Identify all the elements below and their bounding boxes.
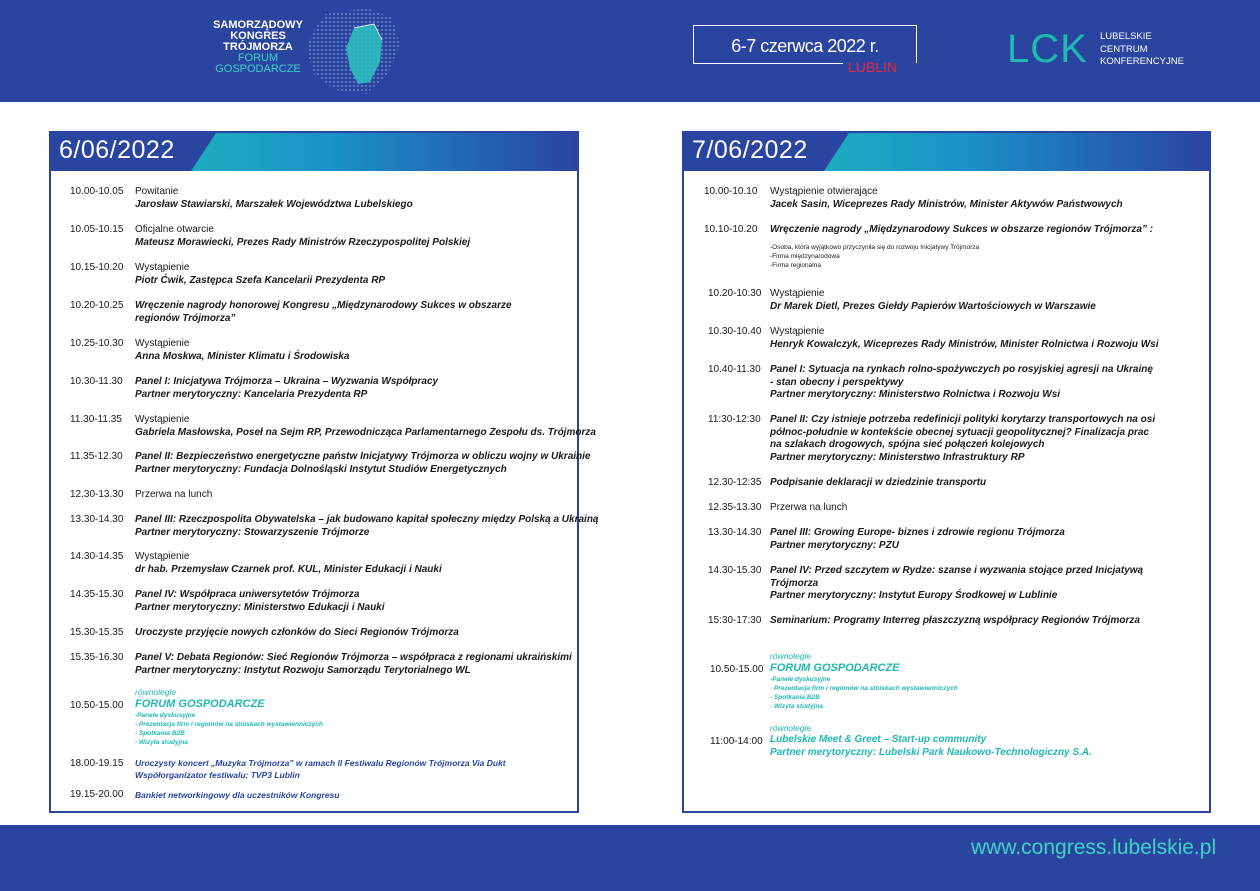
agenda-line: Partner merytoryczny: Kancelaria Prezydenta RP <box>135 388 368 400</box>
agenda-time: 14.30-15.30 <box>708 565 762 576</box>
agenda-line: - stan obecny i perspektywy <box>770 376 904 388</box>
lck-line: CENTRUM <box>1100 43 1148 55</box>
concert-line: Współorganizator festiwalu: TVP3 Lublin <box>135 769 300 780</box>
agenda-time: 10.05-10.15 <box>70 224 124 235</box>
agenda-title: Wystąpienie <box>770 288 825 299</box>
agenda-line: Panel III: Growing Europe- biznes i zdrowie regionu Trójmorza <box>770 527 1065 538</box>
agenda-time: 10.15-10.20 <box>70 262 124 273</box>
logo-line: KONGRES <box>230 30 286 42</box>
agenda-title: Oficjalne otwarcie <box>135 224 214 235</box>
forum-detail: - Spotkania B2B <box>770 693 820 701</box>
agenda-time: 10.30-10.40 <box>708 326 762 337</box>
agenda-line: Wręczenie nagrody „Międzynarodowy Sukces w obszarze regionów Trójmorza” : <box>770 224 1154 235</box>
agenda-line: Trójmorza <box>770 577 819 589</box>
forum-title: FORUM GOSPODARCZE <box>770 662 900 674</box>
agenda-line: Panel IV: Przed szczytem w Rydze: szanse i wyzwania stojące przed Inicjatywą <box>770 565 1144 576</box>
logo-line: FORUM <box>237 52 279 64</box>
agenda-line: północ-południe w kontekście obecnej sytuacji geopolitycznej? Finalizacja prac <box>770 426 1149 438</box>
agenda-speaker: dr hab. Przemysław Czarnek prof. KUL, Minister Edukacji i Nauki <box>135 563 442 575</box>
agenda-line: Panel II: Czy istnieje potrzeba redefinicji polityki korytarzy transportowych na osi <box>770 414 1156 425</box>
agenda-title: Wystąpienie <box>135 338 190 349</box>
agenda-line: Partner merytoryczny: Ministerstwo Edukacji i Nauki <box>135 601 385 613</box>
meet-line: Lubelskie Meet & Greet – Start-up community <box>770 734 987 745</box>
agenda-line: Panel I: Sytuacja na rynkach rolno-spożywczych po rosyjskiej agresji na Ukrainę <box>770 364 1153 375</box>
agenda-line: Partner merytoryczny: PZU <box>770 539 899 551</box>
agenda-time: 12.35-13.30 <box>708 502 762 513</box>
forum-detail: -Panele dyskusyjne <box>770 675 831 683</box>
day2-panel <box>682 131 1211 813</box>
agenda-speaker: Jarosław Stawiarski, Marszałek Województwa Lubelskiego <box>135 198 413 210</box>
agenda-line: Partner merytoryczny: Ministerstwo Rolnictwa i Rozwoju Wsi <box>770 389 1061 400</box>
event-dates: 6-7 czerwca 2022 r. <box>731 36 879 56</box>
agenda-time: 15.35-16.30 <box>70 652 124 663</box>
agenda-title: Przerwa na lunch <box>770 502 848 513</box>
day2-header <box>684 133 1209 171</box>
agenda-time: 10.00-10.10 <box>704 186 758 197</box>
agenda-title: Wystąpienie <box>770 326 825 337</box>
agenda-time: 14.30-14.35 <box>70 551 124 562</box>
forum-detail: - Wizyta studyjna <box>770 702 824 710</box>
agenda-time: 10.25-10.30 <box>70 338 124 349</box>
forum-detail: -Panele dyskusyjne <box>135 711 196 719</box>
agenda-line: Seminarium: Programy Interreg płaszczyzną współpracy Regionów Trójmorza <box>770 615 1140 626</box>
agenda-speaker: Dr Marek Dietl, Prezes Giełdy Papierów Wartościowych w Warszawie <box>770 300 1096 312</box>
agenda-time: 10.50-15.00 <box>70 700 124 711</box>
event-city: LUBLIN <box>848 59 898 75</box>
header-bar <box>0 0 1260 102</box>
award-category: -Firma międzynarodowa <box>770 252 840 260</box>
parallel-label: równolegle <box>770 723 812 733</box>
agenda-time: 11.35-12.30 <box>70 451 123 462</box>
agenda-time: 14.35-15.30 <box>70 589 124 600</box>
agenda-title: Powitanie <box>135 186 179 197</box>
banquet-text: Bankiet networkingowy dla uczestników Kongresu <box>135 790 340 800</box>
agenda-time: 10.20-10.25 <box>70 300 124 311</box>
agenda-time: 11:30-12:30 <box>708 414 761 425</box>
lck-line: LUBELSKIE <box>1100 31 1152 42</box>
parallel-label: równolegle <box>135 687 177 697</box>
lck-name <box>1100 31 1184 69</box>
agenda-time: 10.50-15.00 <box>710 664 764 675</box>
agenda-line: Panel III: Rzeczpospolita Obywatelska – jak budowano kapitał społeczny między Polską a Ukrainą <box>135 514 599 525</box>
agenda-line: Panel IV: Współpraca uniwersytetów Trójmorza <box>135 589 360 600</box>
agenda-speaker: Henryk Kowalczyk, Wiceprezes Rady Ministrów, Minister Rolnictwa i Rozwoju Wsi <box>770 338 1159 350</box>
agenda-line: Panel II: Bezpieczeństwo energetyczne państw Inicjatywy Trójmorza w obliczu wojny w Ukrainie <box>135 451 591 462</box>
agenda-time: 11.30-11.35 <box>70 414 122 425</box>
agenda-line: Panel V: Debata Regionów: Sieć Regionów Trójmorza – współpraca z regionami ukraińskimi <box>135 652 572 663</box>
agenda-time: 10.20-10.30 <box>708 288 762 299</box>
agenda-time: 15.30-15.35 <box>70 627 124 638</box>
logo-line: SAMORZĄDOWY <box>213 19 303 31</box>
congress-logo <box>208 20 308 75</box>
agenda-time: 11:00-14:00 <box>710 736 763 747</box>
agenda-line: Podpisanie deklaracji w dziedzinie transportu <box>770 477 987 488</box>
logo-line: GOSPODARCZE <box>215 63 301 75</box>
agenda-title: Wystąpienie <box>135 262 190 273</box>
forum-detail: - Prezentacja firm i regionów na stoiskach wystawienniczych <box>135 720 323 728</box>
day1-panel <box>49 131 599 813</box>
forum-detail: - Spotkania B2B <box>135 729 185 737</box>
agenda-time: 15:30-17:30 <box>708 615 762 626</box>
agenda-time: 18.00-19.15 <box>70 758 124 769</box>
agenda-title: Przerwa na lunch <box>135 489 213 500</box>
agenda-time: 10.30-11.30 <box>70 376 123 387</box>
agenda-line: Panel I: Inicjatywa Trójmorza – Ukraina – Wyzwania Współpracy <box>135 376 439 387</box>
agenda-line: na szlakach drogowych, spójna sieć połączeń kolejowych <box>770 439 1045 450</box>
agenda-title: Wystąpienie <box>135 414 190 425</box>
agenda-speaker: Mateusz Morawiecki, Prezes Rady Ministrów Rzeczypospolitej Polskiej <box>135 236 471 248</box>
agenda-line: Wręczenie nagrody honorowej Kongresu „Międzynarodowy Sukces w obszarze <box>135 300 512 311</box>
agenda-line: Partner merytoryczny: Stowarzyszenie Trójmorze <box>135 526 370 538</box>
agenda-time: 10.40-11.30 <box>708 364 761 375</box>
agenda-time: 10.10-10.20 <box>704 224 758 235</box>
lck-line: KONFERENCYJNE <box>1100 56 1184 67</box>
agenda-line: Uroczyste przyjęcie nowych członków do Sieci Regionów Trójmorza <box>135 627 459 638</box>
agenda-time: 10.00-10.05 <box>70 186 124 197</box>
day2-date: 7/06/2022 <box>692 136 808 164</box>
forum-detail: - Wizyta studyjna <box>135 738 189 746</box>
agenda-speaker: Jacek Sasin, Wiceprezes Rady Ministrów, Minister Aktywów Państwowych <box>770 198 1123 210</box>
meet-line: Partner merytoryczny: Lubelski Park Naukowo-Technologiczny S.A. <box>770 746 1092 758</box>
agenda-time: 12.30-13.30 <box>70 489 124 500</box>
parallel-label: równolegle <box>770 651 812 661</box>
agenda-line: Partner merytoryczny: Instytut Rozwoju Samorządu Terytorialnego WL <box>135 664 471 676</box>
forum-detail: - Prezentacja firm i regionów na stoiskach wystawienniczych <box>770 684 958 692</box>
agenda-time: 13.30-14.30 <box>708 527 762 538</box>
agenda-time: 13.30-14.30 <box>70 514 124 525</box>
award-category: -Firma regionalna <box>770 261 821 269</box>
forum-title: FORUM GOSPODARCZE <box>135 698 265 710</box>
day1-header <box>51 133 577 171</box>
website-link[interactable]: www.congress.lubelskie.pl <box>971 836 1217 859</box>
agenda-title: Wystąpienie otwierające <box>770 186 878 197</box>
europe-map-icon <box>296 4 408 98</box>
agenda-speaker: Piotr Ćwik, Zastępca Szefa Kancelarii Prezydenta RP <box>135 274 386 286</box>
agenda-line: regionów Trójmorza” <box>135 312 236 324</box>
concert-line: Uroczysty koncert „Muzyka Trójmorza” w ramach II Festiwalu Regionów Trójmorza Via Dukt <box>135 758 506 768</box>
date-box-underline <box>693 63 843 64</box>
agenda-speaker: Gabriela Masłowska, Poseł na Sejm RP, Przewodnicząca Parlamentarnego Zespołu ds. Trójmorza <box>135 426 596 438</box>
day1-date: 6/06/2022 <box>59 136 175 164</box>
lck-logo: LCK <box>1007 27 1088 71</box>
agenda-line: Partner merytoryczny: Fundacja Dolnośląski Instytut Studiów Energetycznych <box>135 463 507 475</box>
agenda-line: Partner merytoryczny: Ministerstwo Infrastruktury RP <box>770 451 1025 463</box>
agenda-time: 19.15-20.00 <box>70 789 124 800</box>
award-category: -Osoba, która wyjątkowo przyczyniła się do rozwoju Inicjatywy Trójmorza <box>770 243 980 251</box>
agenda-title: Wystąpienie <box>135 551 190 562</box>
agenda-line: Partner merytoryczny: Instytut Europy Środkowej w Lublinie <box>770 590 1058 601</box>
logo-line: TRÓJMORZA <box>223 41 293 53</box>
agenda-time: 12.30-12:35 <box>708 477 762 488</box>
agenda-speaker: Anna Moskwa, Minister Klimatu i Środowiska <box>135 350 350 362</box>
